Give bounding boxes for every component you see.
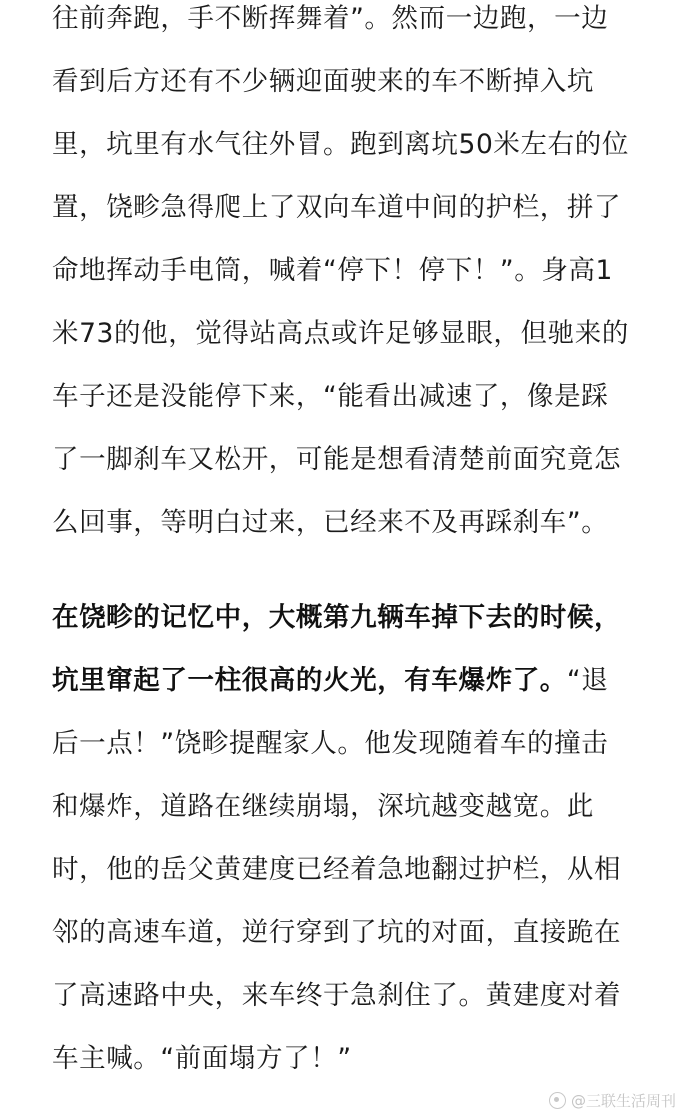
paragraph-2-bold-line-2: 坑里窜起了一柱很高的火光，有车爆炸了。 xyxy=(52,665,567,696)
watermark xyxy=(549,1090,676,1111)
paragraph-2-line-3: 后一点！”饶畛提醒家人。他发现随着车的撞击 xyxy=(52,728,609,759)
paragraph-2-line-4: 和爆炸，道路在继续崩塌，深坑越变越宽。此 xyxy=(52,791,594,822)
weibo-icon xyxy=(549,1092,566,1109)
paragraph-1-line-7: 车子还是没能停下来，“能看出减速了，像是踩 xyxy=(52,381,609,412)
paragraph-1-line-9: 么回事，等明白过来，已经来不及再踩刹车”。 xyxy=(52,507,609,538)
paragraph-2-line-2-rest: “退 xyxy=(566,665,609,696)
watermark-text: @三联生活周刊 xyxy=(570,1092,676,1110)
paragraph-1-line-2: 看到后方还有不少辆迎面驶来的车不断掉入坑 xyxy=(52,66,594,97)
paragraph-2-bold-line-1: 在饶畛的记忆中，大概第九辆车掉下去的时候， xyxy=(52,602,622,633)
paragraph-2-line-6: 邻的高速车道，逆行穿到了坑的对面，直接跪在 xyxy=(52,917,622,948)
paragraph-1-line-4: 置，饶畛急得爬上了双向车道中间的护栏，拼了 xyxy=(52,192,622,223)
paragraph-1-line-8: 了一脚刹车又松开，可能是想看清楚前面究竟怎 xyxy=(52,444,622,475)
paragraph-2-line-7: 了高速路中央，来车终于急刹住了。黄建度对着 xyxy=(52,980,622,1011)
paragraph-2-line-8: 车主喊。“前面塌方了！” xyxy=(52,1043,352,1074)
paragraph-1-line-1: 往前奔跑，手不断挥舞着”。然而一边跑，一边 xyxy=(52,3,609,34)
paragraph-1-line-3: 里，坑里有水气往外冒。跑到离坑50米左右的位 xyxy=(52,129,629,160)
paragraph-2-line-2 xyxy=(52,664,608,698)
paragraph-2-line-5: 时，他的岳父黄建度已经着急地翻过护栏，从相 xyxy=(52,854,622,885)
paragraph-1-line-5: 命地挥动手电筒，喊着“停下！停下！”。身高1 xyxy=(52,255,614,286)
paragraph-1-line-6: 米73的他，觉得站高点或许足够显眼，但驰来的 xyxy=(52,318,629,349)
